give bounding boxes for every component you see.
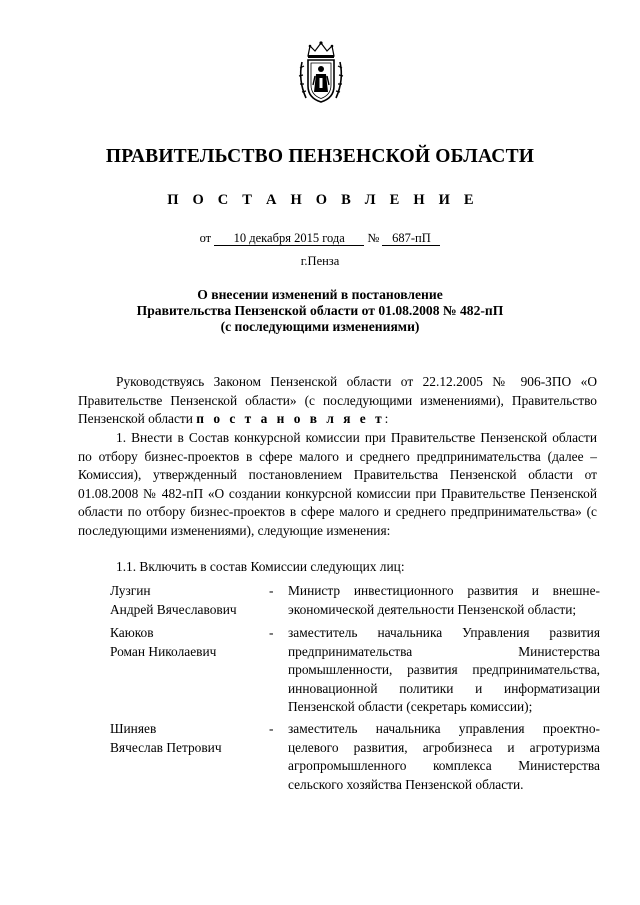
date-number-line [0, 231, 640, 246]
member-role: Министр инвестиционного развития и внешне-экономической деятельности Пензенской области; [288, 583, 600, 617]
member-given-names: Вячеслав Петрович [110, 739, 222, 755]
member-surname: Шиняев [110, 721, 157, 736]
document-type-title: П О С Т А Н О В Л Е Н И Е [167, 192, 479, 208]
resolves-word: п о с т а н о в л я е т [196, 411, 385, 426]
member-name [110, 624, 260, 661]
member-surname: Лузгин [110, 583, 151, 598]
preamble-paragraph [78, 373, 597, 429]
member-given-names: Роман Николаевич [110, 643, 217, 659]
heading-line-1: О внесении изменений в постановление [197, 287, 443, 302]
city-name: г.Пенза [300, 254, 340, 268]
item-1-paragraph: 1. Внести в Состав конкурсной комиссии при Правительстве Пензенской области по отбору бизнес-проектов в сфере малого и среднего предпринимательства (далее – Комиссия), утвержденный постановлением Правительства Пензенской области от 01.08.2008 № 482-пП «О создании конкурсной комиссии при Правительстве Пензенской области по отбору бизнес-проектов в сфере малого и среднего предпринимательства» (с последующими изменениями), следующие изменения: [78, 430, 597, 538]
member-dash: - [269, 625, 274, 640]
item-1-1-paragraph: 1.1. Включить в состав Комиссии следующих лиц: [116, 559, 405, 574]
member-dash: - [269, 583, 274, 598]
member-name [110, 720, 260, 757]
government-title: ПРАВИТЕЛЬСТВО ПЕНЗЕНСКОЙ ОБЛАСТИ [105, 146, 535, 167]
date-prefix: от [199, 231, 212, 245]
member-given-names: Андрей Вячеславович [110, 601, 237, 617]
number-prefix: № [367, 231, 380, 245]
member-dash: - [269, 721, 274, 736]
heading-line-3: (с последующими изменениями) [220, 319, 420, 334]
preamble-text: Руководствуясь Законом Пензенской области от 22.12.2005 № 906-ЗПО «О Правительстве Пензенской области» (с последующими изменениями), Правительство Пензенской области [78, 374, 597, 426]
preamble-end: : [384, 411, 389, 426]
coat-of-arms-icon [296, 40, 346, 106]
decree-date: 10 декабря 2015 года [214, 232, 364, 246]
decree-number: 687-пП [382, 232, 440, 246]
decree-heading [0, 287, 640, 335]
member-role: заместитель начальника Управления развития предпринимательства Министерства промышленности, развития предпринимательства, инновационной политики и информатизации Пензенской области (секретарь комиссии); [288, 625, 600, 714]
heading-line-2: Правительства Пензенской области от 01.08.2008 № 482-пП [136, 303, 504, 318]
member-role: заместитель начальника управления проектно-целевого развития, агробизнеса и агротуризма агропромышленного комплекса Министерства сельского хозяйства Пензенской области. [288, 721, 600, 792]
member-surname: Каюков [110, 625, 154, 640]
member-name [110, 582, 260, 619]
